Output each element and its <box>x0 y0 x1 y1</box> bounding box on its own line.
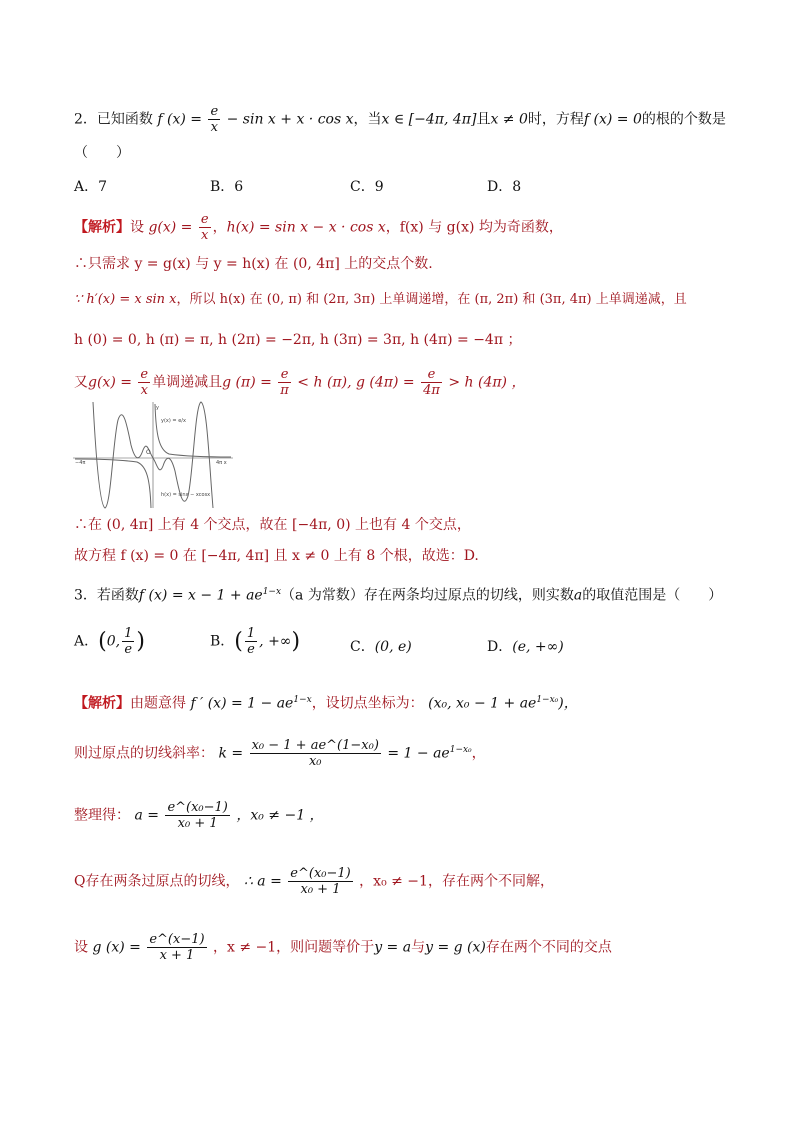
q2-option-c: C．9 <box>350 179 384 195</box>
q3-analysis-line4 <box>74 866 554 897</box>
q2-l5-frac3 <box>421 367 442 398</box>
q2-analysis-line2: ∴只需求 y = g(x) 与 y = h(x) 在 (0, 4π] 上的交点个数. <box>74 256 433 272</box>
q3-stem-mid: （a 为常数）存在两条均过原点的切线，则实数 <box>281 587 574 604</box>
q3-stem <box>74 582 722 606</box>
q3-l5-den: x + 1 <box>159 948 195 963</box>
q3-option-b-label: B． <box>210 633 235 650</box>
q2-l5-num3: e <box>421 367 442 383</box>
q2-f-num: e <box>210 104 219 119</box>
q2-l1-h: h(x) = sin x − x · cos x <box>226 219 386 236</box>
q3-l4-frac <box>288 866 352 897</box>
q2-analysis-line4: h (0) = 0, h (π) = π, h (2π) = −2π, h (3π) = 3π, h (4π) = −4π ； <box>74 332 522 348</box>
q2-l5-frac1 <box>138 367 150 398</box>
q2-l1-frac <box>199 212 211 243</box>
q2-eq: f (x) = 0 <box>583 111 642 128</box>
q3-l3-a: 整理得： <box>74 807 130 824</box>
q2-l1-c: ， <box>385 219 400 236</box>
q3-option-b-den: e <box>247 642 255 657</box>
q3-option-a-label: A． <box>74 633 99 650</box>
q3-option-a-pre: 0, <box>106 633 121 650</box>
q2-analysis-tag: 【解析】 <box>74 219 130 236</box>
q2-l3-a: ∵ h′(x) = x sin x <box>74 292 177 307</box>
q3-l4-num: e^(x₀−1) <box>290 866 351 881</box>
q2-l5-c: g (π) = <box>222 374 272 391</box>
q2-analysis-line7: 故方程 f (x) = 0 在 [−4π, 4π] 且 x ≠ 0 上有 8 个根，故选：D. <box>74 548 479 564</box>
q2-l1-g: g(x) = <box>148 219 193 236</box>
q3-l1-f: f ′ (x) = 1 − ae <box>190 695 294 712</box>
q3-l5-num: e^(x−1) <box>149 932 205 947</box>
q3-l2-end: ， <box>471 745 486 762</box>
q3-f: f (x) = x − 1 + ae <box>138 587 263 604</box>
q2-f-frac <box>208 104 220 135</box>
q3-option-d <box>487 636 564 656</box>
graph-label-h: h(x) = sinx − xcosx <box>161 492 211 498</box>
q2-l5-d: < h (π), g (4π) = <box>297 374 415 391</box>
q3-stem-post: 的取值范围是（ ） <box>582 587 723 604</box>
q3-l5-b: ，x ≠ −1，则问题等价于 <box>213 939 375 956</box>
q2-f-den: x <box>210 120 218 135</box>
q2-l5-num1: e <box>140 367 149 382</box>
q3-l1-b: ，设切点坐标为： <box>311 695 424 712</box>
g-curve-left <box>75 459 151 508</box>
q3-option-c-val: (0, e) <box>374 639 412 655</box>
q3-option-a: A．(0, $\frac{1}{e}$ ) <box>74 626 145 657</box>
q3-analysis-line5 <box>74 932 612 963</box>
graph-label-right: 4π x <box>216 460 227 466</box>
q2-option-d: D．8 <box>487 179 522 195</box>
q3-l3-den: x₀ + 1 <box>177 816 218 831</box>
q2-f-rest: − sin x + x · cos x <box>226 111 354 128</box>
q3-l5-g: g (x) = <box>92 939 141 956</box>
q2-l5-den2: π <box>280 383 289 398</box>
q3-l4-den: x₀ + 1 <box>300 882 341 897</box>
q2-stem-mid: ，当 <box>353 111 382 128</box>
q2-l5-g: g(x) = <box>88 374 132 391</box>
q2-l5-b: 单调递减且 <box>152 374 223 391</box>
graph-label-y: y <box>156 405 159 411</box>
q2-l1-d: f(x) 与 g(x) 均为奇函数， <box>399 219 563 236</box>
q2-stem-post: 的根的个数是 <box>641 111 726 128</box>
q3-l2-frac <box>250 738 381 769</box>
q2-blank: （ ） <box>74 145 130 161</box>
q3-f-sup: 1−x <box>262 587 282 597</box>
q3-option-a-den: e <box>124 642 133 657</box>
q3-l4-b: ∴ a = <box>243 873 282 890</box>
q3-l5-f: 存在两个不同的交点 <box>485 939 612 956</box>
q3-option-d-label: D． <box>487 639 513 655</box>
graph-label-left: −4π <box>75 460 86 466</box>
q2-domain: x ∈ [−4π, 4π] <box>381 111 477 128</box>
q2-when: 时，方程 <box>527 111 584 128</box>
q3-l5-e: y = g (x) <box>425 939 486 956</box>
q3-option-a-num: 1 <box>124 626 133 641</box>
q3-l1-a: 由题意得 <box>130 695 186 712</box>
graph-label-o: O <box>146 449 151 456</box>
q2-option-b: B．6 <box>210 179 244 195</box>
q2-f-lhs: f (x) = <box>157 111 203 128</box>
q3-l2-sup: 1−x₀ <box>449 744 472 755</box>
q2-l1-a: 设 <box>130 219 144 236</box>
q3-l3-eq: a = <box>134 807 159 824</box>
q2-l5-num2: e <box>278 367 291 383</box>
q3-l1-pt-end: )， <box>558 695 578 712</box>
q3-l4-a: Q存在两条过原点的切线， <box>74 873 240 890</box>
q3-option-b-post: , +∞ <box>259 633 292 650</box>
q3-l2-a: 则过原点的切线斜率： <box>74 745 214 762</box>
q2-l5-e: > h (4π) ， <box>448 374 526 391</box>
q3-a: a <box>573 587 583 604</box>
q2-l5-den1: x <box>140 383 148 398</box>
q3-l5-frac <box>147 932 206 963</box>
q2-analysis-line1 <box>74 212 563 243</box>
q2-l1-num: e <box>200 212 209 227</box>
q3-option-d-val: (e, +∞) <box>512 639 564 655</box>
q2-and: 且 <box>476 111 491 128</box>
q3-l5-c: y = a <box>374 939 412 956</box>
q3-analysis-tag: 【解析】 <box>74 695 130 712</box>
q3-analysis-line2 <box>74 738 486 769</box>
q2-l5-frac2 <box>278 367 291 398</box>
q2-l1-b: ， <box>212 219 227 236</box>
q3-option-c-label: C． <box>350 639 375 655</box>
q3-option-c <box>350 636 412 656</box>
function-graph <box>73 400 233 510</box>
q3-l3-num: e^(x₀−1) <box>167 800 228 815</box>
q3-option-b: B．( $\frac{1}{e}$ , +∞) <box>210 626 301 657</box>
q3-l3-frac <box>165 800 229 831</box>
q2-analysis-line5 <box>74 367 525 398</box>
q2-cond: x ≠ 0 <box>490 111 528 128</box>
q2-l5-a: 又 <box>74 374 88 391</box>
q2-stem-pre: 2．已知函数 <box>74 111 153 128</box>
q3-l2-rest: = 1 − ae <box>387 745 450 762</box>
q3-l1-pt: (x₀, x₀ − 1 + ae <box>428 695 537 712</box>
q2-analysis-line3 <box>74 290 687 310</box>
g-curve-right <box>155 404 231 457</box>
q2-l3-b: ，所以 h(x) 在 (0, π) 和 (2π, 3π) 上单调递增，在 (π, 2π) 和 (3π, 4π) 上单调递减，且 <box>176 292 687 307</box>
q3-l5-a: 设 <box>74 939 88 956</box>
q3-l1-pt-sup: 1−x₀ <box>536 695 559 705</box>
q3-option-b-num: 1 <box>246 626 256 641</box>
q3-l2-k: k = <box>218 745 244 762</box>
q2-l5-den3: 4π <box>423 383 440 398</box>
q2-l1-den: x <box>201 228 209 243</box>
q3-l4-c: ，x₀ ≠ −1，存在两个不同解， <box>359 873 554 890</box>
q3-l2-den: x₀ <box>308 754 322 769</box>
q2-analysis-line6: ∴在 (0, 4π] 上有 4 个交点，故在 [−4π, 0) 上也有 4 个交点， <box>74 517 471 533</box>
q2-option-a: A．7 <box>74 179 108 195</box>
q3-stem-pre: 3．若函数 <box>74 587 139 604</box>
q3-l2-num: x₀ − 1 + ae^(1−x₀) <box>251 738 379 753</box>
q3-analysis-line3 <box>74 800 324 831</box>
q3-analysis-line1 <box>74 690 578 714</box>
q3-l1-sup: 1−x <box>293 695 312 705</box>
q2-stem <box>74 104 726 135</box>
q3-l5-d: 与 <box>411 939 426 956</box>
q3-l3-b: ，x₀ ≠ −1 ， <box>236 807 324 824</box>
graph-label-g: y(x) = e/x <box>161 418 186 424</box>
